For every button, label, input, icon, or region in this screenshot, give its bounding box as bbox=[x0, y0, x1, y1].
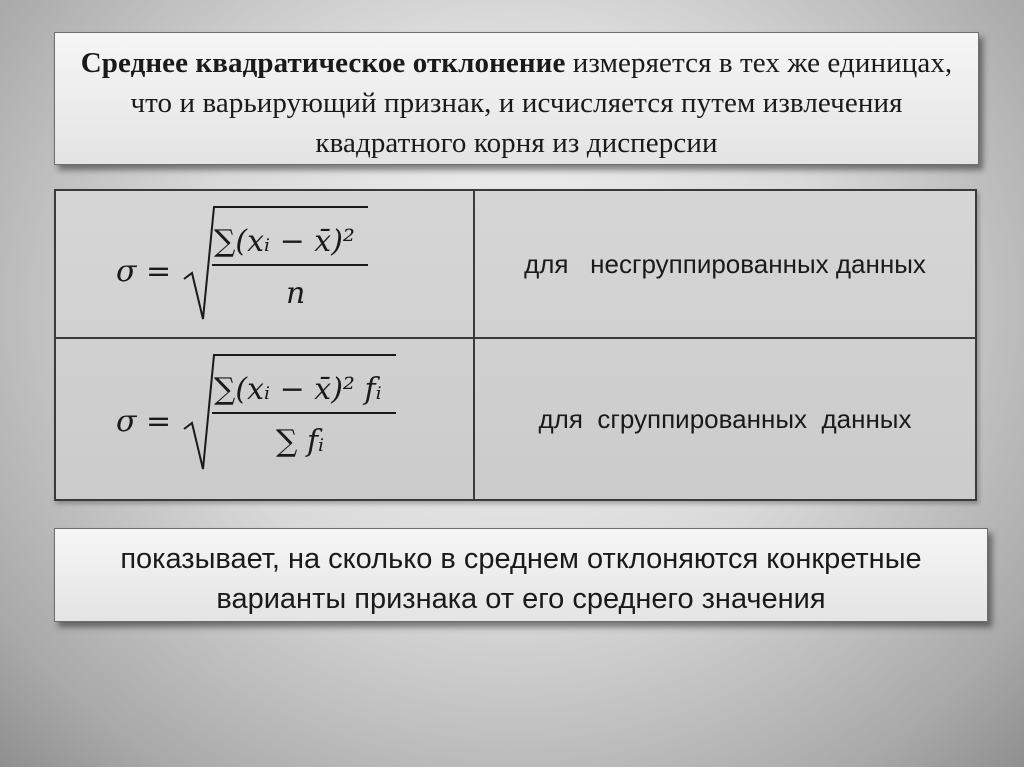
table-row bbox=[55, 338, 976, 500]
definition-body: измеряется в тех же единицах, что и варьирующий признак, и исчисляется путем извлечения квадратного корня из дисперсии bbox=[130, 47, 953, 159]
description-cell-ungrouped bbox=[474, 190, 976, 338]
formula-ungrouped bbox=[56, 191, 473, 332]
formula-cell-grouped bbox=[55, 338, 474, 500]
definition-term: Среднее квадратическое отклонение bbox=[80, 47, 566, 79]
note-text: показывает, на сколько в среднем отклоняются конкретные варианты признака от его среднего значения bbox=[120, 543, 922, 615]
formula-grouped bbox=[56, 339, 473, 494]
description-ungrouped: для несгруппированных данных bbox=[524, 248, 926, 279]
description-grouped: для сгруппированных данных bbox=[538, 403, 912, 434]
definition-box bbox=[54, 32, 979, 165]
formula-cell-ungrouped bbox=[55, 190, 474, 338]
formula-numerator: ∑(xᵢ − x̄)² fᵢ bbox=[214, 372, 382, 407]
formula-lhs: σ = bbox=[116, 404, 172, 439]
formula-denominator: ∑ fᵢ bbox=[276, 424, 325, 459]
formula-table bbox=[54, 189, 977, 501]
note-box bbox=[54, 528, 988, 622]
definition-text bbox=[73, 43, 960, 163]
table-row bbox=[55, 190, 976, 338]
formula-numerator: ∑(xᵢ − x̄)² bbox=[214, 224, 355, 259]
formula-denominator: n bbox=[286, 276, 306, 311]
description-cell-grouped bbox=[474, 338, 976, 500]
formula-lhs: σ = bbox=[116, 254, 172, 289]
